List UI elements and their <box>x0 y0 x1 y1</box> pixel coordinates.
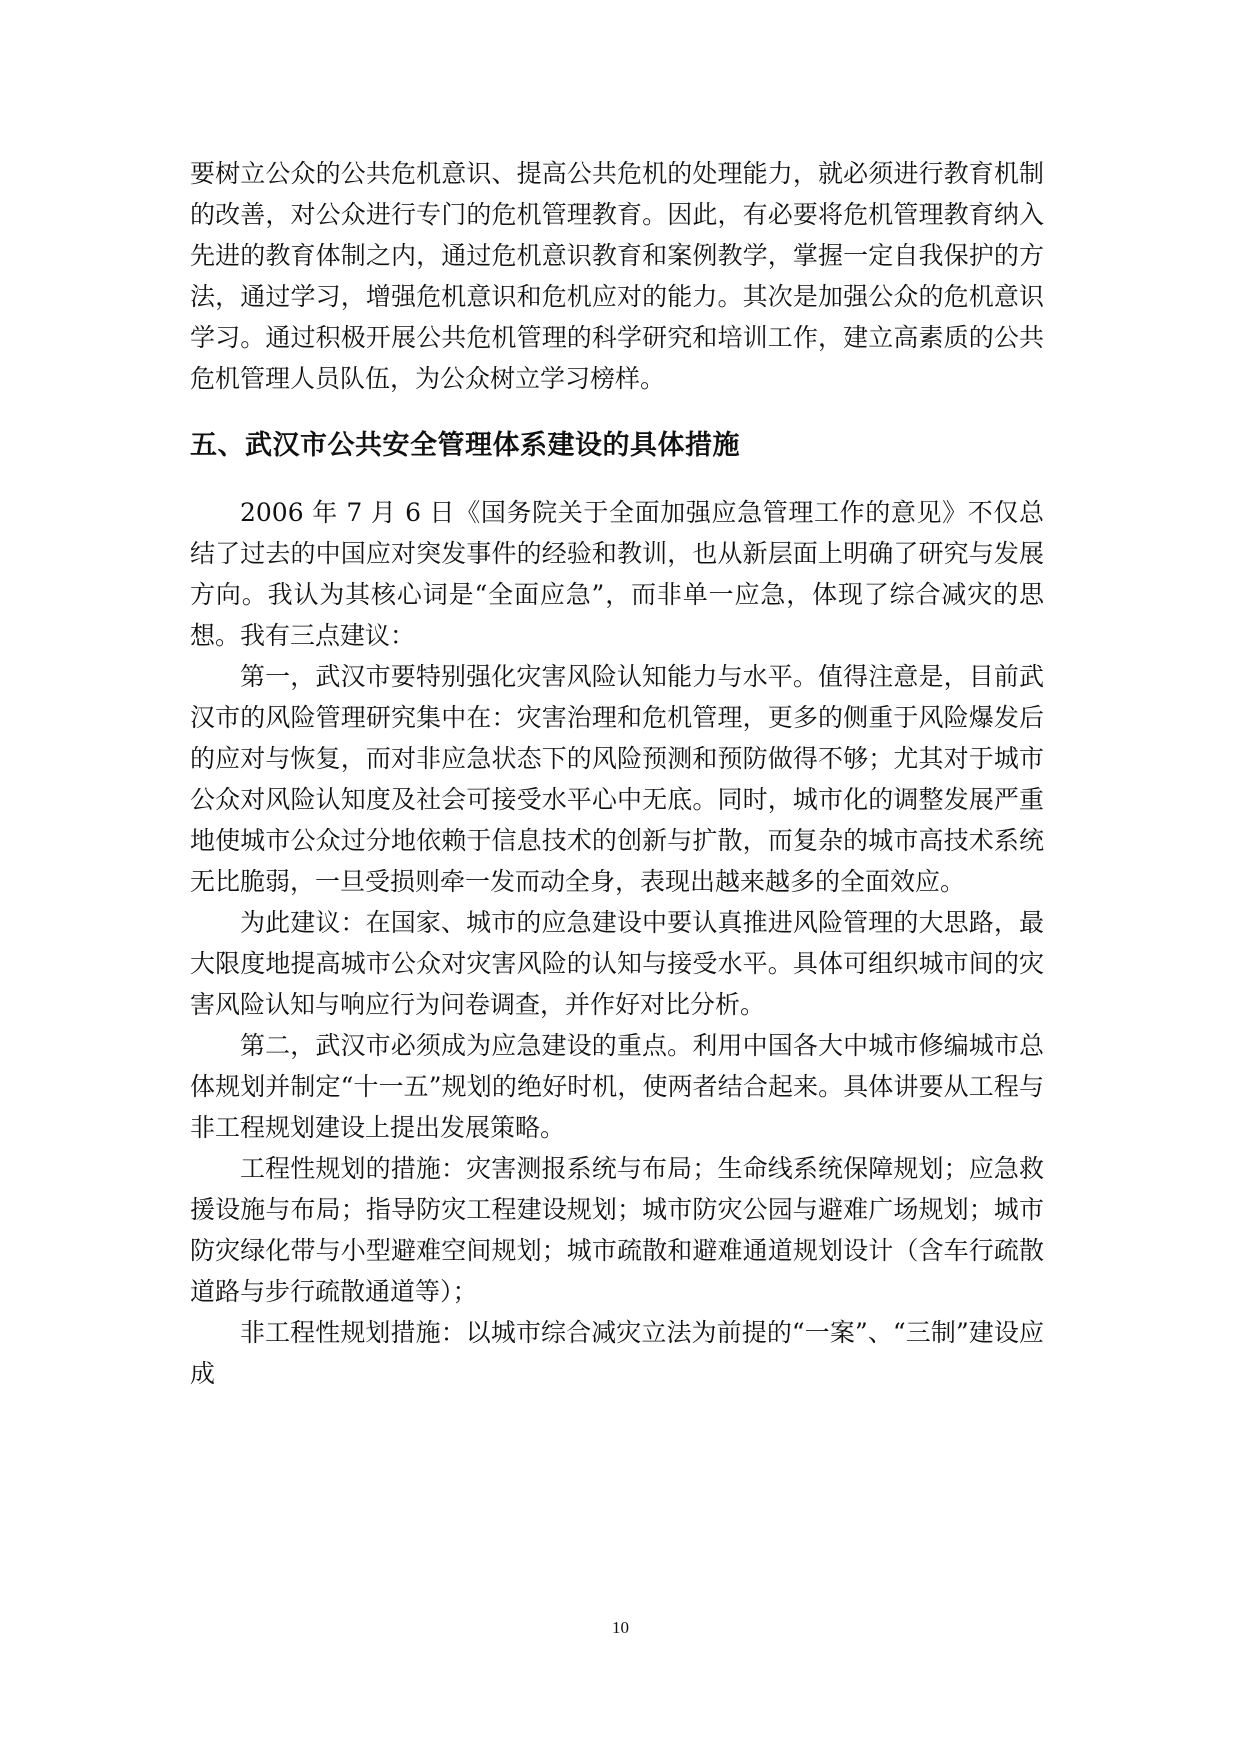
page-number: 10 <box>612 1618 629 1637</box>
body-paragraph: 工程性规划的措施：灾害测报系统与布局；生命线系统保障规划；应急救援设施与布局；指导防灾工程建设规划；城市防灾公园与避难广场规划；城市防灾绿化带与小型避难空间规划；城市疏散和避难通道规划设计（含车行疏散道路与步行疏散通道等）； <box>190 1154 1044 1306</box>
document-page-body <box>190 153 1044 1394</box>
intro-paragraph: 要树立公众的公共危机意识、提高公共危机的处理能力，就必须进行教育机制的改善，对公众进行专门的危机管理教育。因此，有必要将危机管理教育纳入先进的教育体制之内，通过危机意识教育和案例教学，掌握一定自我保护的方法，通过学习，增强危机意识和危机应对的能力。其次是加强公众的危机意识学习。通过积极开展公共危机管理的科学研究和培训工作，建立高素质的公共危机管理人员队伍，为公众树立学习榜样。 <box>190 159 1044 393</box>
body-paragraph: 2006 年 7 月 6 日《国务院关于全面加强应急管理工作的意见》不仅总结了过去的中国应对突发事件的经验和教训，也从新层面上明确了研究与发展方向。我认为其核心词是“全面应急”，而非单一应急，体现了综合减灾的思想。我有三点建议： <box>190 498 1044 650</box>
body-paragraph: 第一，武汉市要特别强化灾害风险认知能力与水平。值得注意是，目前武汉市的风险管理研究集中在：灾害治理和危机管理，更多的侧重于风险爆发后的应对与恢复，而对非应急状态下的风险预测和预防做得不够；尤其对于城市公众对风险认知度及社会可接受水平心中无底。同时，城市化的调整发展严重地使城市公众过分地依赖于信息技术的创新与扩散，而复杂的城市高技术系统无比脆弱，一旦受损则牵一发而动全身，表现出越来越多的全面效应。 <box>190 662 1044 896</box>
section-heading: 五、武汉市公共安全管理体系建设的具体措施 <box>190 430 740 461</box>
body-paragraph: 非工程性规划措施：以城市综合减灾立法为前提的“一案”、“三制”建设应成 <box>190 1318 1044 1388</box>
body-paragraph: 第二，武汉市必须成为应急建设的重点。利用中国各大中城市修编城市总体规划并制定“十一五”规划的绝好时机，使两者结合起来。具体讲要从工程与非工程规划建设上提出发展策略。 <box>190 1031 1044 1142</box>
body-paragraph: 为此建议：在国家、城市的应急建设中要认真推进风险管理的大思路，最大限度地提高城市公众对灾害风险的认知与接受水平。具体可组织城市间的灾害风险认知与响应行为问卷调查，并作好对比分析。 <box>190 908 1044 1019</box>
